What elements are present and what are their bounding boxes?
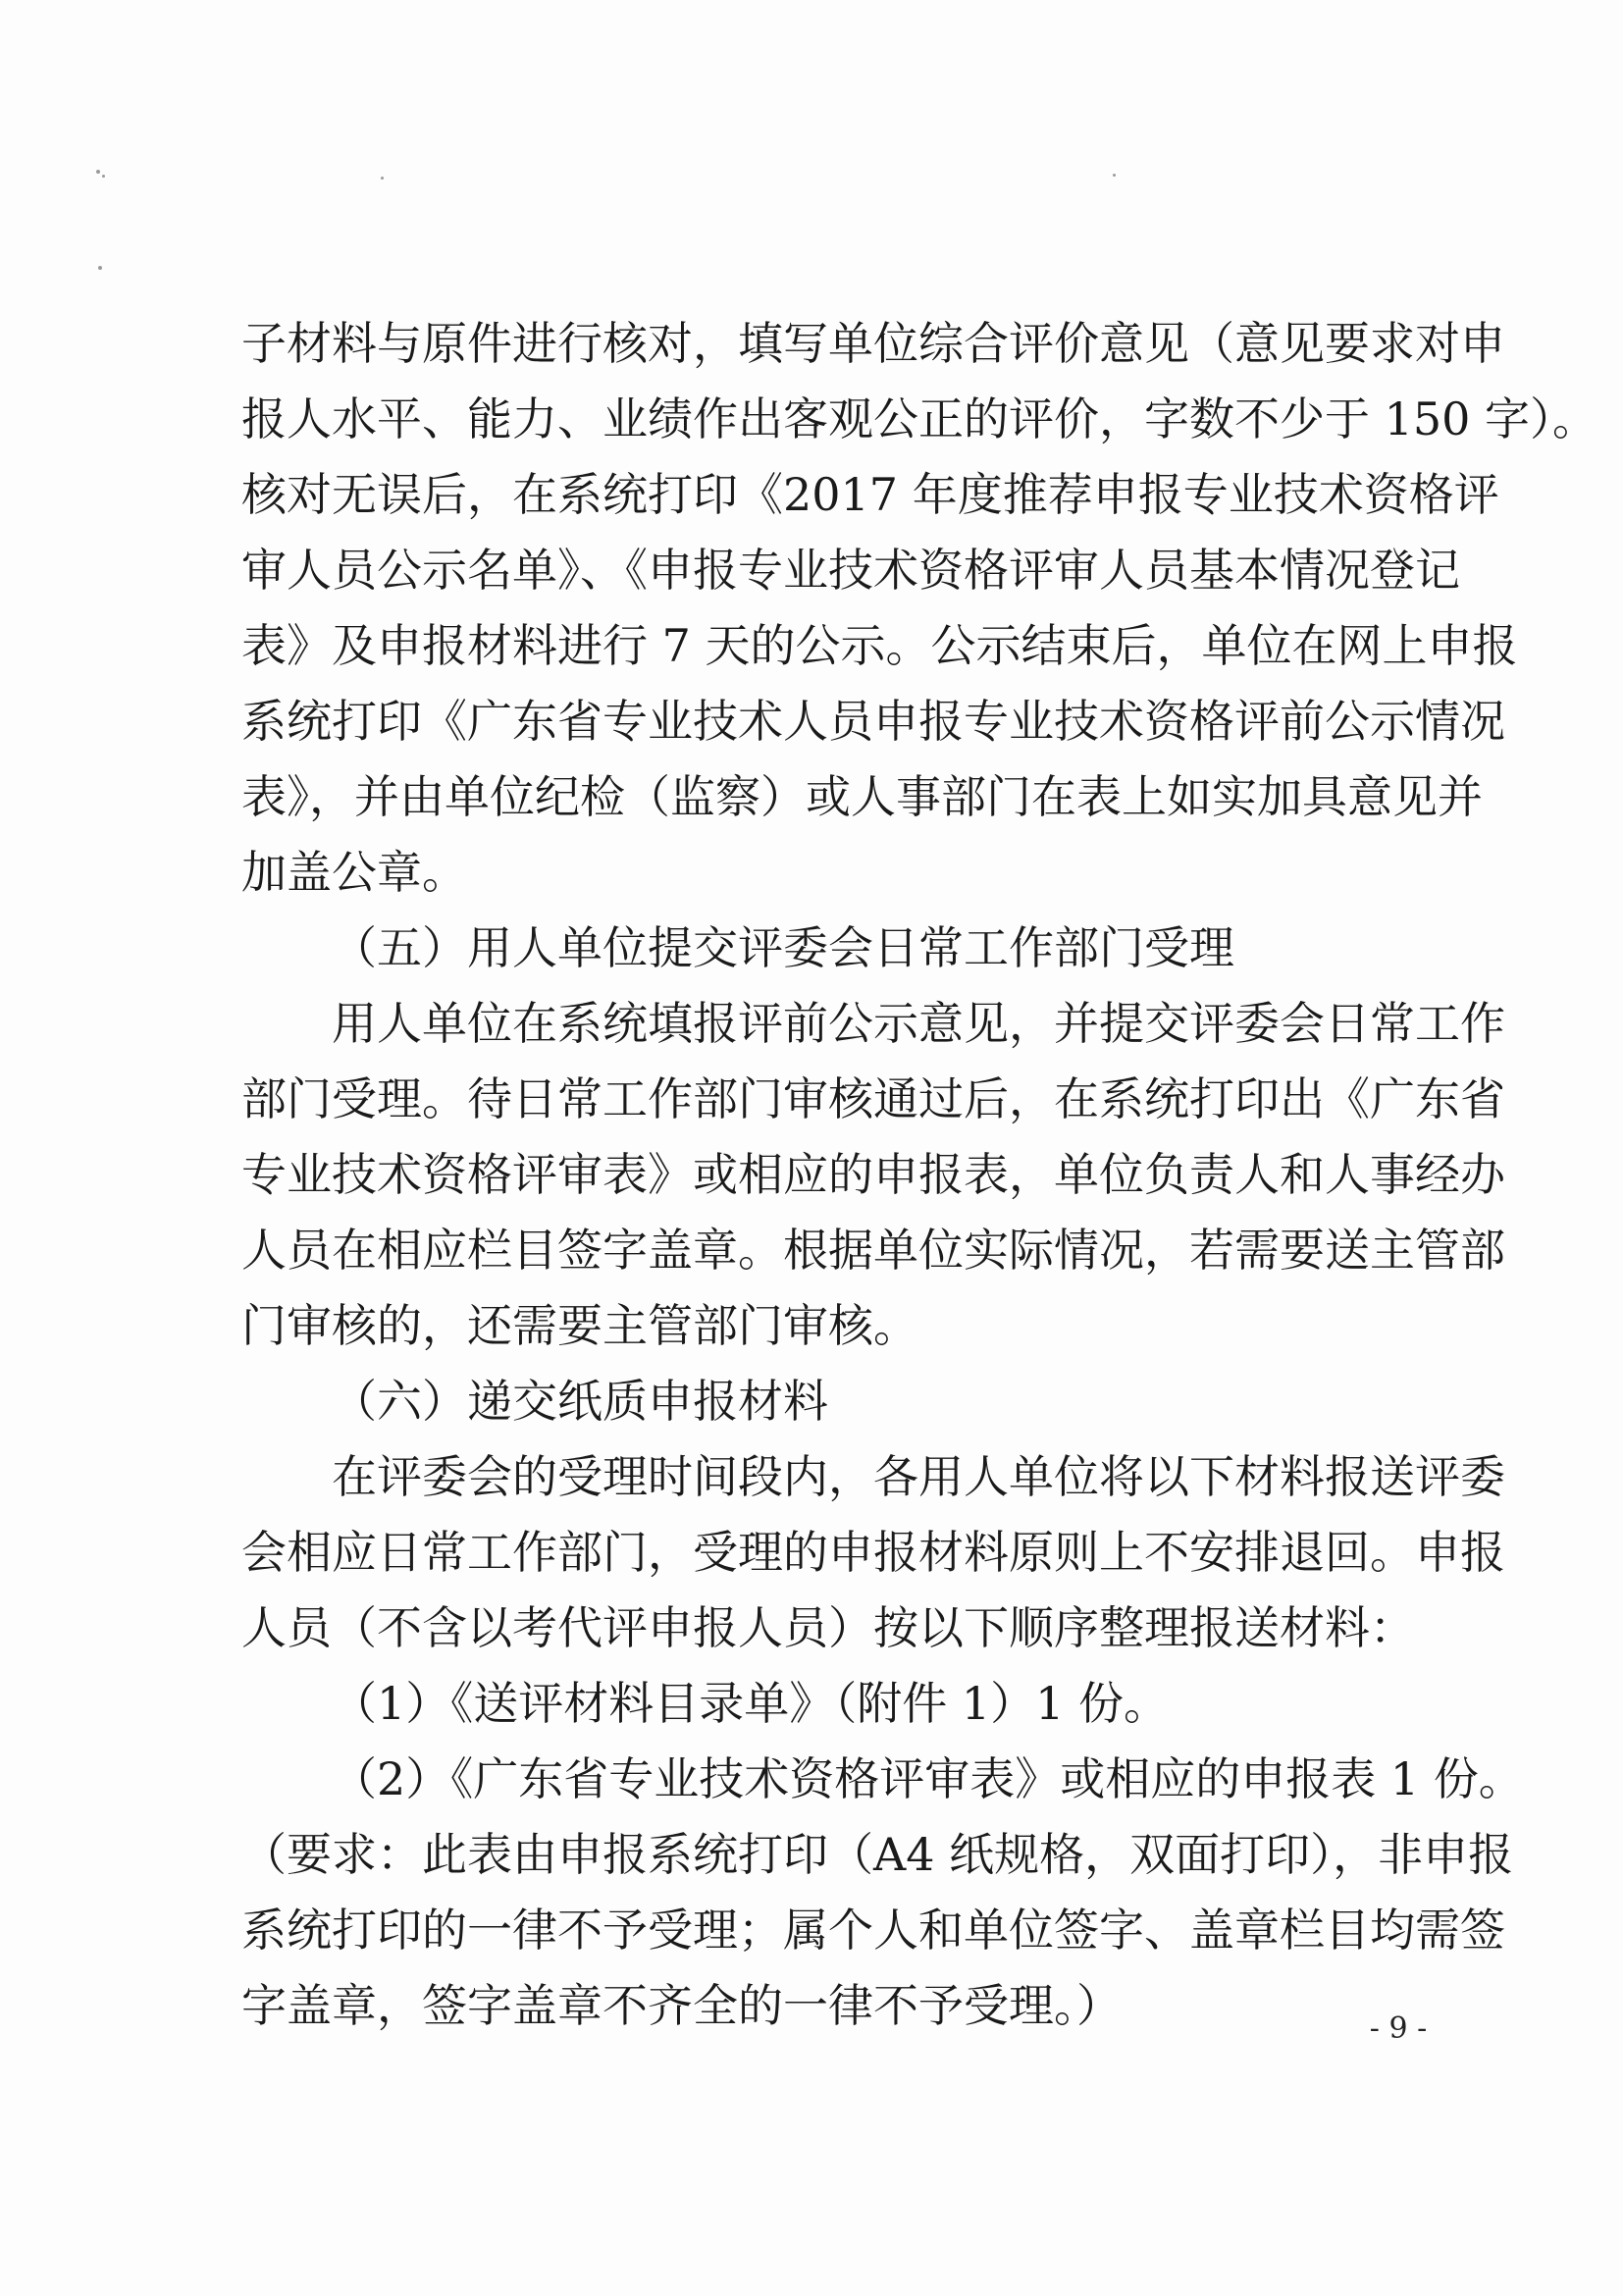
paragraph-line: 部门受理。待日常工作部门审核通过后，在系统打印出《广东省	[241, 1072, 1505, 1125]
scan-speck	[1113, 174, 1116, 177]
paragraph-line: 审人员公示名单》、《申报专业技术资格评审人员基本情况登记	[241, 544, 1460, 597]
paragraph-line: 在评委会的受理时间段内，各用人单位将以下材料报送评委	[332, 1450, 1505, 1503]
paragraph-line: 表》及申报材料进行 7 天的公示。公示结束后，单位在网上申报	[241, 619, 1518, 672]
list-item: （1）《送评材料目录单》（附件 1）1 份。	[332, 1677, 1170, 1730]
paragraph-line: 系统打印的一律不予受理；属个人和单位签字、盖章栏目均需签	[241, 1904, 1505, 1957]
list-item: （2）《广东省专业技术资格评审表》或相应的申报表 1 份。	[332, 1752, 1524, 1805]
paragraph-line: 人员在相应栏目签字盖章。根据单位实际情况，若需要送主管部	[241, 1224, 1505, 1277]
paragraph-line: 字盖章，签字盖章不齐全的一律不予受理。）	[241, 1979, 1122, 2032]
paragraph-line: 表》，并由单位纪检（监察）或人事部门在表上如实加具意见并	[241, 770, 1483, 823]
paragraph-line: 专业技术资格评审表》或相应的申报表，单位负责人和人事经办	[241, 1148, 1505, 1201]
scan-speck	[96, 170, 100, 174]
paragraph-line: 系统打印《广东省专业技术人员申报专业技术资格评前公示情况	[241, 695, 1505, 748]
body-text	[241, 306, 1598, 2044]
paragraph-line: 核对无误后，在系统打印《2017 年度推荐申报专业技术资格评	[241, 468, 1499, 521]
scan-speck	[381, 177, 384, 180]
section-heading: （五）用人单位提交评委会日常工作部门受理	[332, 921, 1234, 974]
scan-speck	[102, 175, 105, 178]
scan-speck	[98, 266, 102, 270]
paragraph-line: （要求：此表由申报系统打印（A4 纸规格，双面打印），非申报	[241, 1828, 1514, 1881]
paragraph-line: 人员（不含以考代评申报人员）按以下顺序整理报送材料：	[241, 1601, 1415, 1654]
paragraph-line: 加盖公章。	[241, 846, 467, 899]
paragraph-line: 报人水平、能力、业绩作出客观公正的评价，字数不少于 150 字）。	[241, 392, 1598, 445]
paragraph-line: 门审核的，还需要主管部门审核。	[241, 1299, 918, 1352]
page-number: - 9 -	[1369, 2011, 1428, 2046]
section-heading: （六）递交纸质申报材料	[332, 1375, 828, 1428]
paragraph-line: 子材料与原件进行核对，填写单位综合评价意见（意见要求对申	[241, 317, 1505, 370]
paragraph-line: 会相应日常工作部门，受理的申报材料原则上不安排退回。申报	[241, 1526, 1505, 1579]
paragraph-line: 用人单位在系统填报评前公示意见，并提交评委会日常工作	[332, 997, 1505, 1050]
